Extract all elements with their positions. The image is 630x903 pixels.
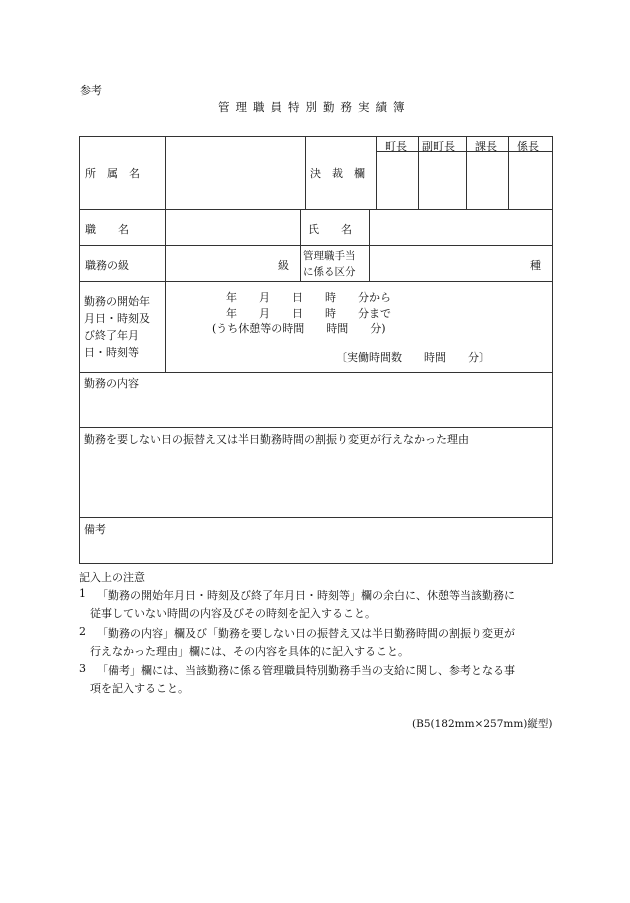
approval-label: 決 裁 欄 [310, 167, 365, 180]
position-label: 職 名 [85, 223, 129, 236]
name-label: 氏 名 [308, 223, 352, 236]
note-3-num: 3 [79, 662, 86, 675]
approver-unit-chief: 係長 [517, 140, 539, 153]
allowance-label-line1: 管理職手当 [303, 250, 356, 262]
note-1-line1: 「勤務の開始年月日・時刻及び終了年月日・時刻等」欄の余白に、休憩等当該勤務に [97, 589, 515, 602]
note-3-line1: 「備考」欄には、当該勤務に係る管理職員特別勤務手当の支給に関し、参考となる事 [97, 664, 515, 677]
allowance-unit: 種 [530, 259, 541, 272]
period-break: (うち休憩等の時間 時間 分) [212, 322, 386, 335]
period-actual-hours: 〔実働時間数 時間 分〕 [336, 351, 490, 364]
note-2-num: 2 [79, 625, 86, 638]
remarks-label: 備考 [84, 523, 106, 536]
note-1-num: 1 [79, 587, 86, 600]
reference-label: 参考 [80, 84, 102, 97]
note-2-line2: 行えなかった理由」欄には、その内容を具体的に記入すること。 [90, 645, 409, 658]
note-3-line2: 項を記入すること。 [90, 682, 189, 695]
note-2-line1: 「勤務の内容」欄及び「勤務を要しない日の振替え又は半日勤務時間の割振り変更が [97, 627, 515, 640]
approver-deputy-mayor: 副町長 [422, 140, 455, 153]
form-title: 管理職員特別勤務実績簿 [218, 100, 411, 114]
allowance-label-line2: に係る区分 [303, 266, 356, 278]
period-start: 年 月 日 時 分から [226, 291, 391, 304]
period-end: 年 月 日 時 分まで [226, 307, 391, 320]
duty-content-label: 勤務の内容 [84, 377, 139, 390]
affiliation-label: 所 属 名 [85, 167, 140, 180]
notes-heading: 記入上の注意 [79, 571, 145, 584]
approver-mayor: 町長 [385, 140, 407, 153]
grade-unit: 級 [278, 259, 289, 272]
reason-label: 勤務を要しない日の振替え又は半日勤務時間の割振り変更が行えなかった理由 [84, 433, 469, 446]
paper-size-note: (B5(182mm×257mm)縦型) [412, 718, 553, 730]
note-1-line2: 従事していない時間の内容及びその時刻を記入すること。 [90, 607, 376, 620]
grade-label: 職務の級 [85, 259, 129, 272]
period-label: 勤務の開始年 月日・時刻及 び終了年月 日・時刻等 [84, 295, 150, 359]
approver-section-chief: 課長 [475, 140, 497, 153]
